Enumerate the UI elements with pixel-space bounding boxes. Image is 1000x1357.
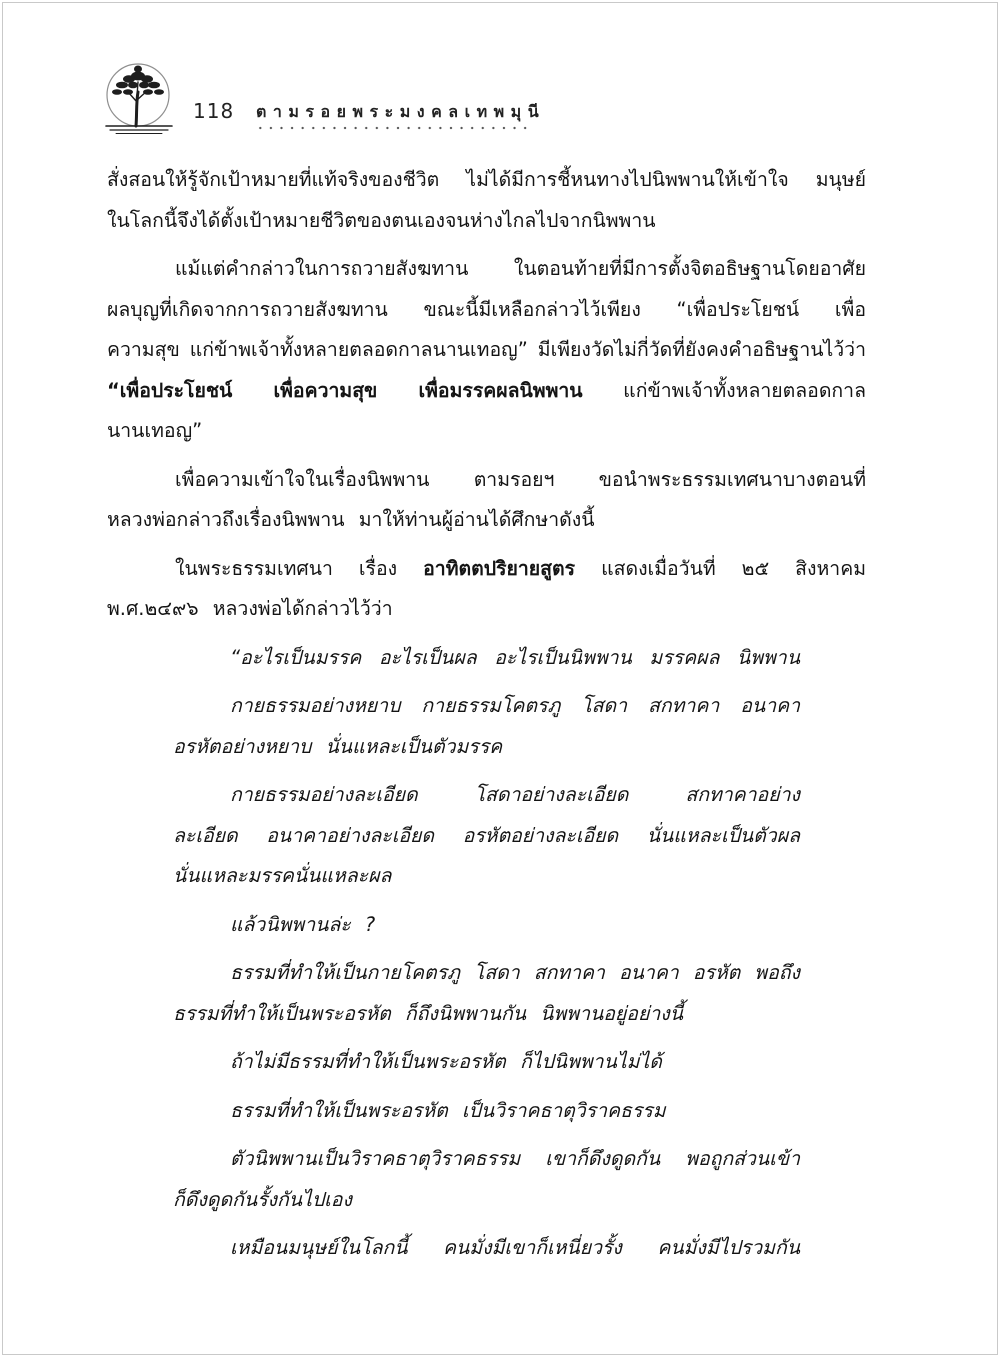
quote-paragraph [173,905,800,946]
quote-line: อรหัตอย่างหยาบ นั่นแหละเป็นตัวมรรค [173,734,503,758]
quote-line: แล้วนิพพานล่ะ ? [230,912,376,936]
ground-lines [106,126,172,134]
text-run: ในพระธรรมเทศนา เรื่อง [175,556,398,580]
quote-paragraph [173,1139,800,1220]
text-run: แก่ข้าพเจ้าทั้งหลายตลอดกาล [623,378,866,402]
quote-line: กายธรรมอย่างละเอียด โสดาอย่างละเอียด สกทาคาอย่าง [230,783,800,806]
paragraph [107,249,866,452]
body-line: นานเทอญ” [107,419,203,442]
quote-line: ก็ดึงดูดกันรั้งกันไปเอง [173,1187,352,1211]
page-number: 118 [193,99,235,123]
quote-line: นั่นแหละมรรคนั่นแหละผล [173,864,392,887]
tree-logo-icon [100,52,176,140]
paragraph [107,460,866,541]
body-line: ในโลกนี้จึงได้ตั้งเป้าหมายชีวิตของตนเองจนห่างไกลไปจากนิพพาน [107,208,656,232]
quote-line: ธรรมที่ทำให้เป็นพระอรหัต ก็ถึงนิพพานกัน นิพพานอยู่อย่างนี้ [173,1001,684,1025]
body-line [107,549,866,590]
paragraph [107,549,866,630]
running-head-dotted-rule [255,126,531,130]
quote-line: ตัวนิพพานเป็นวิราคธาตุวิราคธรรม เขาก็ดึงดูดกัน พอถูกส่วนเข้า [230,1147,800,1170]
body-column [107,160,866,1269]
quote-line: กายธรรมอย่างหยาบ กายธรรมโคตรภู โสดา สกทาคา อนาคา [230,694,800,717]
quote-paragraph [173,775,800,897]
paragraph [107,160,866,241]
tree-trunk [128,82,148,126]
quote-line: เหมือนมนุษย์ในโลกนี้ คนมั่งมีเขาก็เหนี่ยวรั้ง คนมั่งมีไปรวมกัน [230,1236,800,1259]
body-line: แม้แต่คำกล่าวในการถวายสังฆทาน ในตอนท้ายที่มีการตั้งจิตอธิษฐานโดยอาศัย [175,257,866,280]
quote-line: ธรรมที่ทำให้เป็นกายโคตรภู โสดา สกทาคา อนาคา อรหัต พอถึง [230,961,800,984]
bold-phrase: “เพื่อประโยชน์ เพื่อความสุข เพื่อมรรคผลนิพพาน [107,378,583,402]
quote-paragraph [173,1228,800,1269]
body-line: พ.ศ.๒๔๙๖ หลวงพ่อได้กล่าวไว้ว่า [107,597,393,620]
sutta-title: อาทิตตปริยายสูตร [423,556,576,580]
body-line [107,371,866,412]
quote-line: ถ้าไม่มีธรรมที่ทำให้เป็นพระอรหัต ก็ไปนิพพานไม่ได้ [230,1050,662,1073]
text-run: แสดงเมื่อวันที่ ๒๕ สิงหาคม [601,556,866,580]
quote-paragraph [173,1091,800,1132]
quote-paragraph [173,686,800,767]
body-line: ผลบุญที่เกิดจากการถวายสังฆทาน ขณะนี้มีเหลือกล่าวไว้เพียง “เพื่อประโยชน์ เพื่อ [107,297,866,321]
body-line: เพื่อความเข้าใจในเรื่องนิพพาน ตามรอยฯ ขอนำพระธรรมเทศนาบางตอนที่ [175,467,866,491]
body-line: หลวงพ่อกล่าวถึงเรื่องนิพพาน มาให้ท่านผู้อ่านได้ศึกษาดังนี้ [107,508,595,531]
body-line: สั่งสอนให้รู้จักเป้าหมายที่แท้จริงของชีวิต ไม่ได้มีการชี้หนทางไปนิพพานให้เข้าใจ มนุษย์ [107,168,866,191]
quote-paragraph [173,1042,800,1083]
tree-logo-graphic [100,52,176,140]
quote-line: “อะไรเป็นมรรค อะไรเป็นผล อะไรเป็นนิพพาน มรรคผล นิพพาน [230,645,800,669]
running-head-title: ตามรอยพระมงคลเทพมุนี [256,102,546,121]
quote-line: ละเอียด อนาคาอย่างละเอียด อรหัตอย่างละเอียด นั่นแหละเป็นตัวผล [173,823,800,847]
quote-line: ธรรมที่ทำให้เป็นพระอรหัต เป็นวิราคธาตุวิราคธรรม [230,1098,666,1122]
body-line: ความสุข แก่ข้าพเจ้าทั้งหลายตลอดกาลนานเทอญ” มีเพียงวัดไม่กี่วัดที่ยังคงคำอธิษฐานไว้ว่า [107,338,866,361]
quote-paragraph [173,638,800,679]
quote-paragraph [173,953,800,1034]
